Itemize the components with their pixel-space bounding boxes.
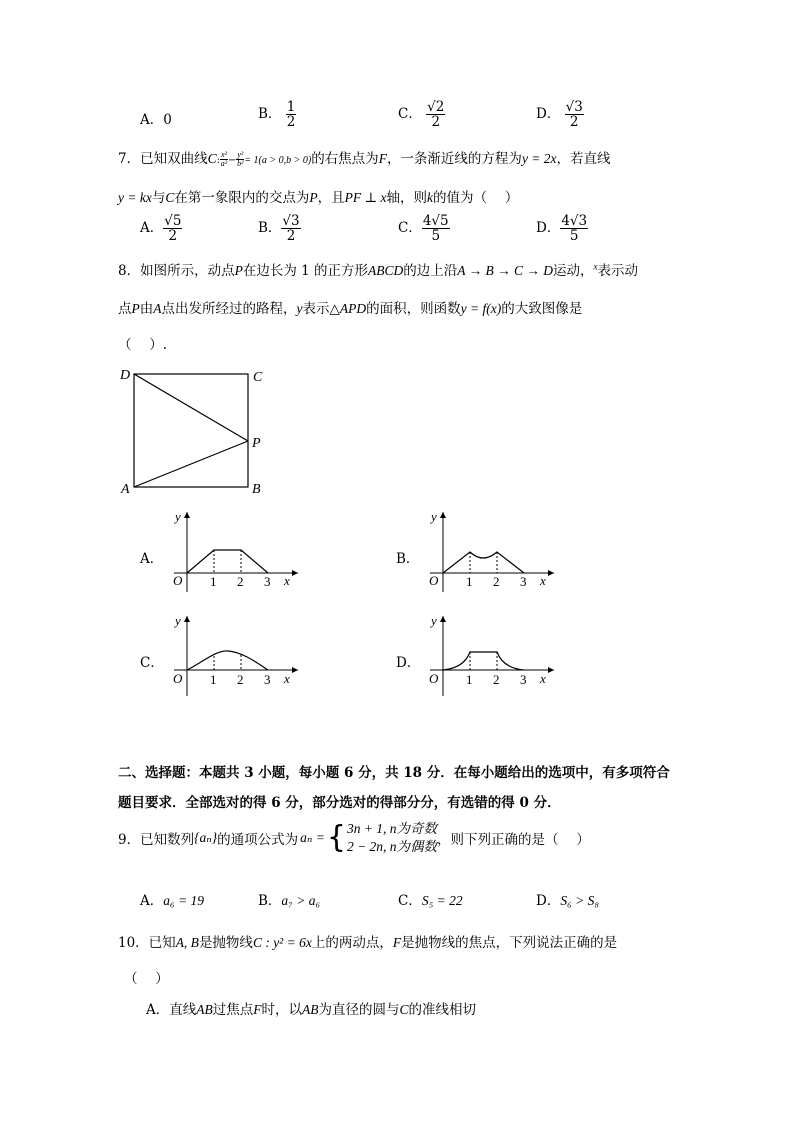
svg-text:x: x <box>284 573 290 588</box>
q9-option-c: C．S₅ = 22 <box>398 893 463 909</box>
q7-frac-y: $\frac{\text{y²}}{\text{b²}}$ <box>237 149 244 168</box>
q6-option-b <box>258 100 296 129</box>
svg-text:1: 1 <box>210 672 217 687</box>
q10-line-2: （ ） <box>124 971 169 987</box>
square-label-d: D <box>120 368 131 383</box>
square-label-p: P <box>252 436 261 451</box>
svg-text:x: x <box>284 671 290 686</box>
svg-text:O: O <box>173 573 183 588</box>
svg-text:1: 1 <box>466 672 473 687</box>
q6-option-b-fraction: $\frac{1}{2}$ <box>286 99 296 131</box>
svg-text:3: 3 <box>520 672 527 687</box>
q6-option-a: A．0 <box>140 112 172 128</box>
q7-line-2: y = kx与C在第一象限内的交点为P，且PF ⊥ x轴，则k的值为（ ） <box>118 190 519 206</box>
q9-question: 9．已知数列 {aₙ} 的通项公式为 aₙ = { 3n + 1, n为奇数 2 − 2n, n为偶数 ，则下列正确的是（ ） <box>118 819 590 855</box>
svg-text:y: y <box>431 613 437 628</box>
q6-option-c-label: C． <box>398 106 422 123</box>
q9-option-b: B．a₇ > a₆ <box>258 893 321 909</box>
q10-option-a: A．直线AB过焦点F时，以AB为直径的圆与C的准线相切 <box>146 1002 477 1018</box>
q8-line-1: 8．如图所示，动点P在边长为 1 的正方形ABCD的边上沿A → B → C → D运动，$^x$表示动 <box>118 261 639 279</box>
square-figure <box>115 362 275 497</box>
svg-text:1: 1 <box>466 574 473 589</box>
q10-line-1: 10．已知A, B是抛物线C : y² = 6x上的两动点，F是抛物线的焦点，下列说法正确的是 <box>118 935 618 951</box>
section-2-line-2: 题目要求．全部选对的得 6 分，部分选对的得部分分，有选错的得 0 分． <box>118 795 561 811</box>
graph-d <box>424 610 559 698</box>
q7-line-1: 7．已知双曲线C: $\frac{\text{x²}}{\text{a²}}$ − $\frac{\text{y²}}{\text{b²}}$ = 1(a > 0,b > 0)的右焦点为F，一条渐近线的方程为y = 2x，若直线 <box>118 149 611 168</box>
q7-option-a: A． $\frac{√5}{2}$ <box>140 213 182 245</box>
svg-text:O: O <box>429 671 439 686</box>
graph-c <box>168 610 303 698</box>
q7-eq-tail: = 1(a > 0,b > 0) <box>244 155 312 166</box>
svg-text:y: y <box>175 613 181 628</box>
graph-b <box>424 506 559 594</box>
q7-curve: C <box>207 151 217 166</box>
square-label-b: B <box>252 482 261 497</box>
graph-a <box>168 506 303 594</box>
q6-option-b-label: B． <box>258 106 282 123</box>
q7-asymptote: y = 2x <box>521 151 557 166</box>
q7-option-b: B． $\frac{√3}{2}$ <box>258 213 300 245</box>
svg-text:2: 2 <box>237 574 244 589</box>
svg-text:y: y <box>175 509 181 524</box>
square-label-c: C <box>253 370 263 385</box>
svg-text:3: 3 <box>264 574 271 589</box>
q8-line-3: （ ）. <box>118 337 168 353</box>
q6-option-c <box>398 100 445 129</box>
q6-option-d <box>536 100 584 129</box>
q7-number: 7．已知双曲线 <box>118 151 208 167</box>
svg-text:2: 2 <box>493 574 500 589</box>
graph-a-label: A． <box>140 551 164 567</box>
graph-d-label: D． <box>396 655 421 671</box>
q9-case-odd: 3n + 1, n为奇数 <box>346 821 438 836</box>
svg-text:3: 3 <box>520 574 527 589</box>
graph-c-label: C． <box>140 655 164 671</box>
q7-frac-x: $\frac{\text{x²}}{\text{a²}}$ <box>220 149 228 168</box>
q9-option-a: A．a₆ = 19 <box>140 893 205 909</box>
q9-option-d: D．S₆ > S₈ <box>536 893 600 909</box>
svg-text:2: 2 <box>237 672 244 687</box>
svg-text:O: O <box>173 671 183 686</box>
q6-option-d-fraction: $\frac{√3}{2}$ <box>565 99 583 131</box>
svg-text:x: x <box>540 573 546 588</box>
q9-case-even: 2 − 2n, n为偶数 <box>346 838 438 854</box>
svg-text:O: O <box>429 573 439 588</box>
q7-option-c: C． $\frac{4√5}{5}$ <box>398 213 449 245</box>
square-label-a: A <box>121 482 130 497</box>
section-2-line-1: 二、选择题：本题共 3 小题，每小题 6 分，共 18 分．在每小题给出的选项中，有多项符合 <box>118 765 670 781</box>
q8-line-2: 点P由A点出发所经过的路程，y表示△APD的面积，则函数y = f(x)的大致图像是 <box>118 301 583 317</box>
graph-b-label: B． <box>396 551 420 567</box>
svg-text:2: 2 <box>493 672 500 687</box>
svg-text:3: 3 <box>264 672 271 687</box>
q7-option-d: D． $\frac{4√3}{5}$ <box>536 213 588 245</box>
svg-text:y: y <box>431 509 437 524</box>
svg-text:x: x <box>540 671 546 686</box>
q6-option-d-label: D． <box>536 106 561 123</box>
q6-option-c-fraction: $\frac{√2}{2}$ <box>427 99 445 131</box>
svg-text:1: 1 <box>210 574 217 589</box>
